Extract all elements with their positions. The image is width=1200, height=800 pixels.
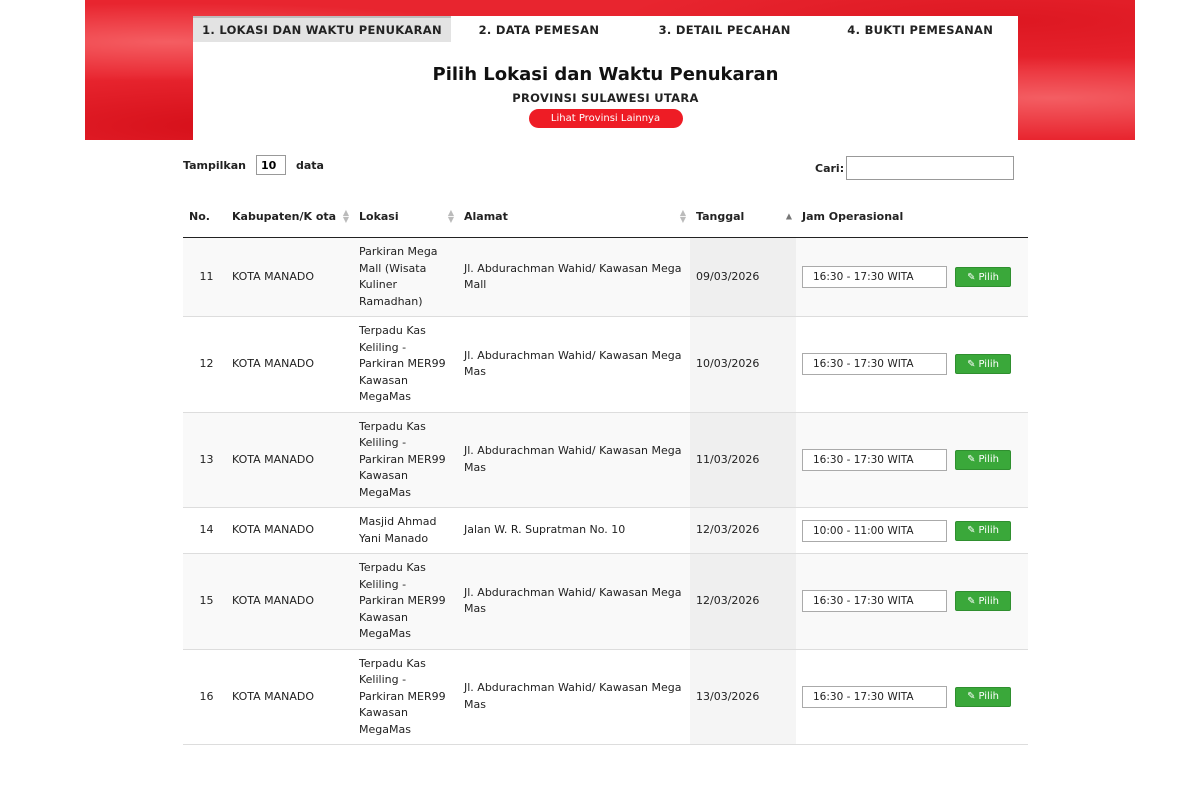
cell-tanggal: 12/03/2026 xyxy=(690,508,796,554)
search-control xyxy=(815,156,1014,180)
sort-icon: ▲ ▼ xyxy=(679,208,686,224)
pilih-button[interactable]: ✎ Pilih xyxy=(955,450,1011,470)
pilih-button[interactable]: ✎ Pilih xyxy=(955,521,1011,541)
other-province-button[interactable]: Lihat Provinsi Lainnya xyxy=(529,109,683,128)
cell-jam xyxy=(796,317,1028,413)
jam-select[interactable]: 16:30 - 17:30 WITA xyxy=(802,266,947,288)
cell-tanggal: 09/03/2026 xyxy=(690,238,796,317)
cell-jam xyxy=(796,649,1028,745)
step-bukti-pemesanan[interactable]: 4. BUKTI PEMESANAN xyxy=(847,23,994,37)
page-length-control xyxy=(183,155,324,175)
booking-card xyxy=(193,16,1018,140)
table-header-row xyxy=(183,195,1028,238)
edit-icon: ✎ xyxy=(967,271,976,283)
jam-select[interactable]: 16:30 - 17:30 WITA xyxy=(802,686,947,708)
province-label: PROVINSI SULAWESI UTARA xyxy=(512,91,699,105)
jam-select[interactable]: 16:30 - 17:30 WITA xyxy=(802,449,947,471)
cell-no: 13 xyxy=(183,412,226,508)
cell-kabupaten: KOTA MANADO xyxy=(226,238,353,317)
cell-alamat: Jl. Abdurachman Wahid/ Kawasan Mega Mall xyxy=(458,238,690,317)
cell-lokasi: Terpadu Kas Keliling - Parkiran MER99 Kawasan MegaMas xyxy=(353,412,458,508)
cell-no: 16 xyxy=(183,649,226,745)
cell-no: 14 xyxy=(183,508,226,554)
cell-alamat: Jl. Abdurachman Wahid/ Kawasan Mega Mas xyxy=(458,649,690,745)
sort-icon: ▲ ▼ xyxy=(447,208,454,224)
table-row xyxy=(183,317,1028,413)
cell-lokasi: Parkiran Mega Mall (Wisata Kuliner Ramadhan) xyxy=(353,238,458,317)
edit-icon: ✎ xyxy=(967,525,976,536)
pilih-button[interactable]: ✎ Pilih xyxy=(955,267,1011,287)
table-row xyxy=(183,508,1028,554)
search-label: Cari: xyxy=(815,161,845,175)
cell-lokasi: Terpadu Kas Keliling - Parkiran MER99 Kawasan MegaMas xyxy=(353,554,458,650)
cell-lokasi: Terpadu Kas Keliling - Parkiran MER99 Kawasan MegaMas xyxy=(353,317,458,413)
table-row xyxy=(183,238,1028,317)
cell-alamat: Jl. Abdurachman Wahid/ Kawasan Mega Mas xyxy=(458,554,690,650)
edit-icon: ✎ xyxy=(967,454,976,466)
cell-kabupaten: KOTA MANADO xyxy=(226,649,353,745)
cell-tanggal: 10/03/2026 xyxy=(690,317,796,413)
edit-icon: ✎ xyxy=(967,595,976,607)
table-row xyxy=(183,412,1028,508)
cell-lokasi: Terpadu Kas Keliling - Parkiran MER99 Kawasan MegaMas xyxy=(353,649,458,745)
jam-select[interactable]: 16:30 - 17:30 WITA xyxy=(802,353,947,375)
jam-select[interactable]: 10:00 - 11:00 WITA xyxy=(802,520,947,542)
cell-jam xyxy=(796,508,1028,554)
pilih-button[interactable]: ✎ Pilih xyxy=(955,687,1011,707)
cell-jam xyxy=(796,412,1028,508)
search-input[interactable] xyxy=(846,156,1014,180)
page-title: Pilih Lokasi dan Waktu Penukaran xyxy=(432,64,779,85)
cell-kabupaten: KOTA MANADO xyxy=(226,317,353,413)
step-lokasi[interactable]: 1. LOKASI DAN WAKTU PENUKARAN xyxy=(193,16,451,42)
col-header-kabupaten[interactable]: Kabupaten/K ota ▲ ▼ xyxy=(226,195,353,238)
col-header-no[interactable]: No. xyxy=(183,195,226,238)
cell-alamat: Jalan W. R. Supratman No. 10 xyxy=(458,508,690,554)
location-table xyxy=(183,195,1028,745)
cell-kabupaten: KOTA MANADO xyxy=(226,508,353,554)
show-suffix: data xyxy=(295,158,324,172)
cell-jam xyxy=(796,554,1028,650)
table-row xyxy=(183,554,1028,650)
jam-select[interactable]: 16:30 - 17:30 WITA xyxy=(802,590,947,612)
sort-asc-icon: ▲ xyxy=(785,211,792,221)
cell-no: 12 xyxy=(183,317,226,413)
show-label: Tampilkan xyxy=(183,158,246,172)
col-header-tanggal[interactable]: Tanggal ▲ xyxy=(690,195,796,238)
cell-tanggal: 13/03/2026 xyxy=(690,649,796,745)
cell-jam xyxy=(796,238,1028,317)
step-data-pemesan[interactable]: 2. DATA PEMESAN xyxy=(478,23,600,37)
sort-icon: ▲ ▼ xyxy=(342,208,349,224)
col-header-jam[interactable]: Jam Operasional xyxy=(796,195,1028,238)
step-tabs xyxy=(193,16,1018,44)
cell-alamat: Jl. Abdurachman Wahid/ Kawasan Mega Mas xyxy=(458,412,690,508)
pilih-button[interactable]: ✎ Pilih xyxy=(955,354,1011,374)
col-header-alamat[interactable]: Alamat ▲ ▼ xyxy=(458,195,690,238)
cell-alamat: Jl. Abdurachman Wahid/ Kawasan Mega Mas xyxy=(458,317,690,413)
cell-no: 11 xyxy=(183,238,226,317)
cell-lokasi: Masjid Ahmad Yani Manado xyxy=(353,508,458,554)
cell-tanggal: 11/03/2026 xyxy=(690,412,796,508)
cell-kabupaten: KOTA MANADO xyxy=(226,412,353,508)
table-row xyxy=(183,649,1028,745)
pilih-button[interactable]: ✎ Pilih xyxy=(955,591,1011,611)
page-length-input[interactable] xyxy=(256,155,286,175)
step-detail-pecahan[interactable]: 3. DETAIL PECAHAN xyxy=(658,23,791,37)
cell-tanggal: 12/03/2026 xyxy=(690,554,796,650)
col-header-lokasi[interactable]: Lokasi ▲ ▼ xyxy=(353,195,458,238)
cell-kabupaten: KOTA MANADO xyxy=(226,554,353,650)
cell-no: 15 xyxy=(183,554,226,650)
edit-icon: ✎ xyxy=(967,358,976,370)
edit-icon: ✎ xyxy=(967,691,976,703)
